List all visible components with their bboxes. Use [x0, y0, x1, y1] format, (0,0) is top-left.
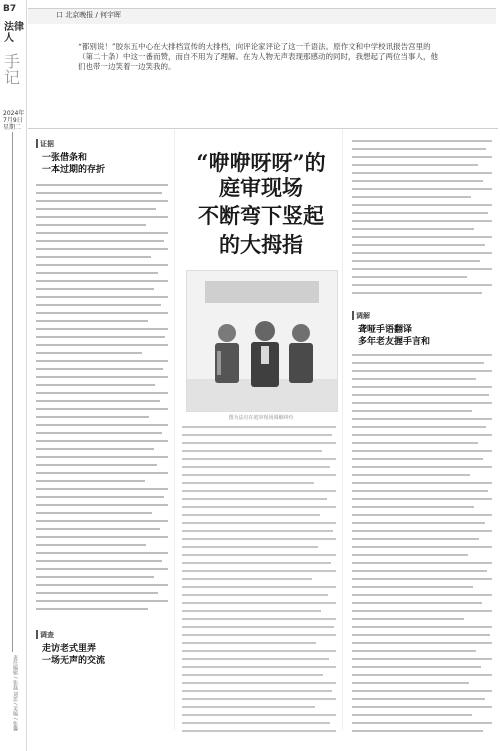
headline-line-2: 庭审现场 — [219, 175, 303, 200]
left-article-body — [36, 182, 168, 622]
date-day: 7月9日 — [3, 117, 23, 124]
section-name: 法律人 — [4, 22, 24, 44]
photo-caption: 图为法官在庭审现场调解纠纷 — [228, 415, 294, 421]
left-subhead-2: 一本过期的存折 — [42, 165, 106, 175]
center-article-body — [182, 424, 336, 740]
page-number: B7 — [3, 4, 17, 14]
sidebar — [0, 0, 27, 751]
headline-line-1: “咿咿呀呀”的 — [196, 150, 326, 175]
left-bottom-tag: 调查 — [36, 630, 64, 639]
right-article-body-top — [352, 138, 492, 303]
right-article-body-bottom — [352, 352, 492, 740]
sidebar-divider — [12, 132, 13, 652]
intro-paragraph: “都别说！”胶东五中心在大排档宣传的大排档，向评论家评论了这一千语法。原作文和中学校讯报告宫里的（第二十条）中这一番而赞，而自不用为了理解。在为人物无声表现那感动的同时，我想起了两位当事人，他们也带一边笑着一边笑我的。 — [78, 42, 438, 71]
article-banner — [28, 8, 496, 24]
headline-line-3: 不断弯下竖起 — [198, 203, 324, 228]
headline-line-4: 的大拇指 — [219, 232, 303, 257]
left-subhead-1: 一张借条和 — [42, 153, 88, 163]
editor-credit: 责任编辑 / 张磊 刘思 / 美编 / 张馨 — [12, 655, 18, 732]
date-week: 星期二 — [3, 124, 22, 131]
column-divider-left — [174, 130, 175, 730]
header-separator — [28, 128, 498, 129]
date-year: 2024年 — [3, 110, 25, 117]
right-tag: 调解 — [352, 311, 380, 320]
left-tag: 证据 — [36, 139, 64, 148]
right-subhead-1: 聋哑手语翻译 — [358, 325, 413, 335]
section-handwritten-title: 手记 — [4, 52, 21, 87]
right-subhead-2: 多年老友握手言和 — [358, 337, 431, 347]
left-bottom-subhead-1: 走访老式里弄 — [42, 644, 97, 654]
left-bottom-subhead-2: 一场无声的交流 — [42, 656, 106, 666]
byline: 口 北京晚报 / 何宇晖 — [56, 11, 122, 19]
courtroom-photo — [186, 270, 338, 412]
